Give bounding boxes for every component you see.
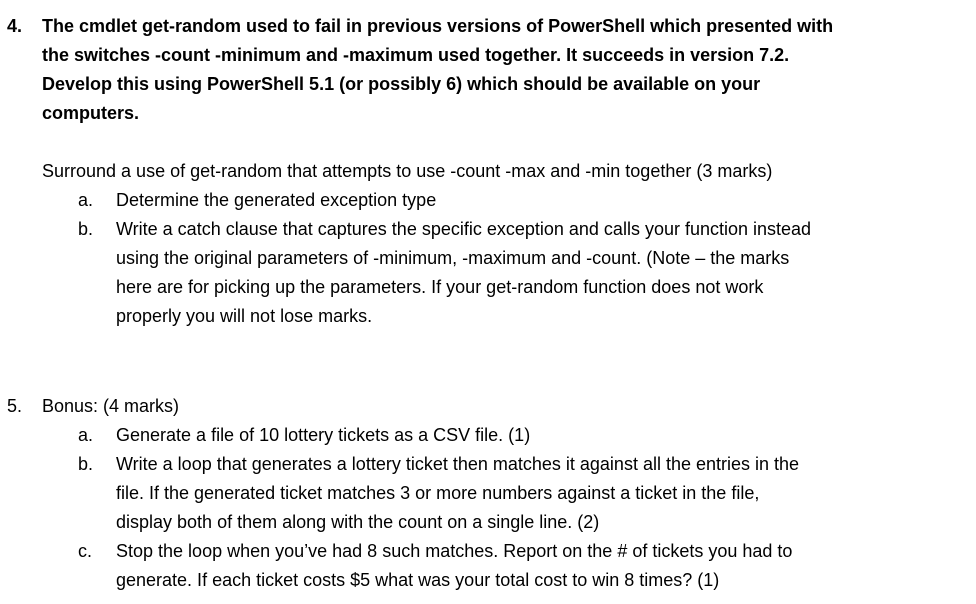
question-4-intro xyxy=(42,157,942,186)
item-line: Determine the generated exception type xyxy=(116,190,437,210)
heading-line: the switches -count -minimum and -maximum used together. It succeeds in version 7.2. xyxy=(42,45,790,65)
item-text xyxy=(116,537,956,595)
item-line: Write a catch clause that captures the specific exception and calls your function instead xyxy=(116,219,812,239)
item-line: here are for picking up the parameters. If your get-random function does not work xyxy=(116,277,764,297)
item-text xyxy=(116,421,946,450)
item-text xyxy=(116,215,946,331)
item-text xyxy=(116,186,936,215)
item-line: properly you will not lose marks. xyxy=(116,306,373,326)
heading-line: computers. xyxy=(42,103,140,123)
question-4-intro-text: Surround a use of get-random that attempts to use -count -max and -min together (3 marks) xyxy=(42,161,773,181)
item-letter: a. xyxy=(78,190,94,210)
question-5-intro xyxy=(42,392,942,421)
item-letter: b. xyxy=(78,219,94,239)
question-4-number: 4. xyxy=(7,16,23,36)
item-line: display both of them along with the count on a single line. (2) xyxy=(116,512,600,532)
item-text xyxy=(116,450,956,537)
question-4-body xyxy=(42,12,942,128)
item-line: Generate a file of 10 lottery tickets as a CSV file. (1) xyxy=(116,425,531,445)
heading-line: Develop this using PowerShell 5.1 (or possibly 6) which should be available on your xyxy=(42,74,761,94)
item-letter: c. xyxy=(78,541,93,561)
item-letter: a. xyxy=(78,425,94,445)
question-5-intro-text: Bonus: (4 marks) xyxy=(42,396,180,416)
item-line: Write a loop that generates a lottery ticket then matches it against all the entries in the xyxy=(116,454,800,474)
heading-line: The cmdlet get-random used to fail in previous versions of PowerShell which presented with xyxy=(42,16,834,36)
item-line: file. If the generated ticket matches 3 or more numbers against a ticket in the file, xyxy=(116,483,760,503)
item-line: Stop the loop when you’ve had 8 such matches. Report on the # of tickets you had to xyxy=(116,541,793,561)
item-line: using the original parameters of -minimum, -maximum and -count. (Note – the marks xyxy=(116,248,790,268)
item-letter: b. xyxy=(78,454,94,474)
question-4-heading xyxy=(42,12,942,128)
item-line: generate. If each ticket costs $5 what was your total cost to win 8 times? (1) xyxy=(116,570,720,590)
question-5-number: 5. xyxy=(7,396,23,416)
